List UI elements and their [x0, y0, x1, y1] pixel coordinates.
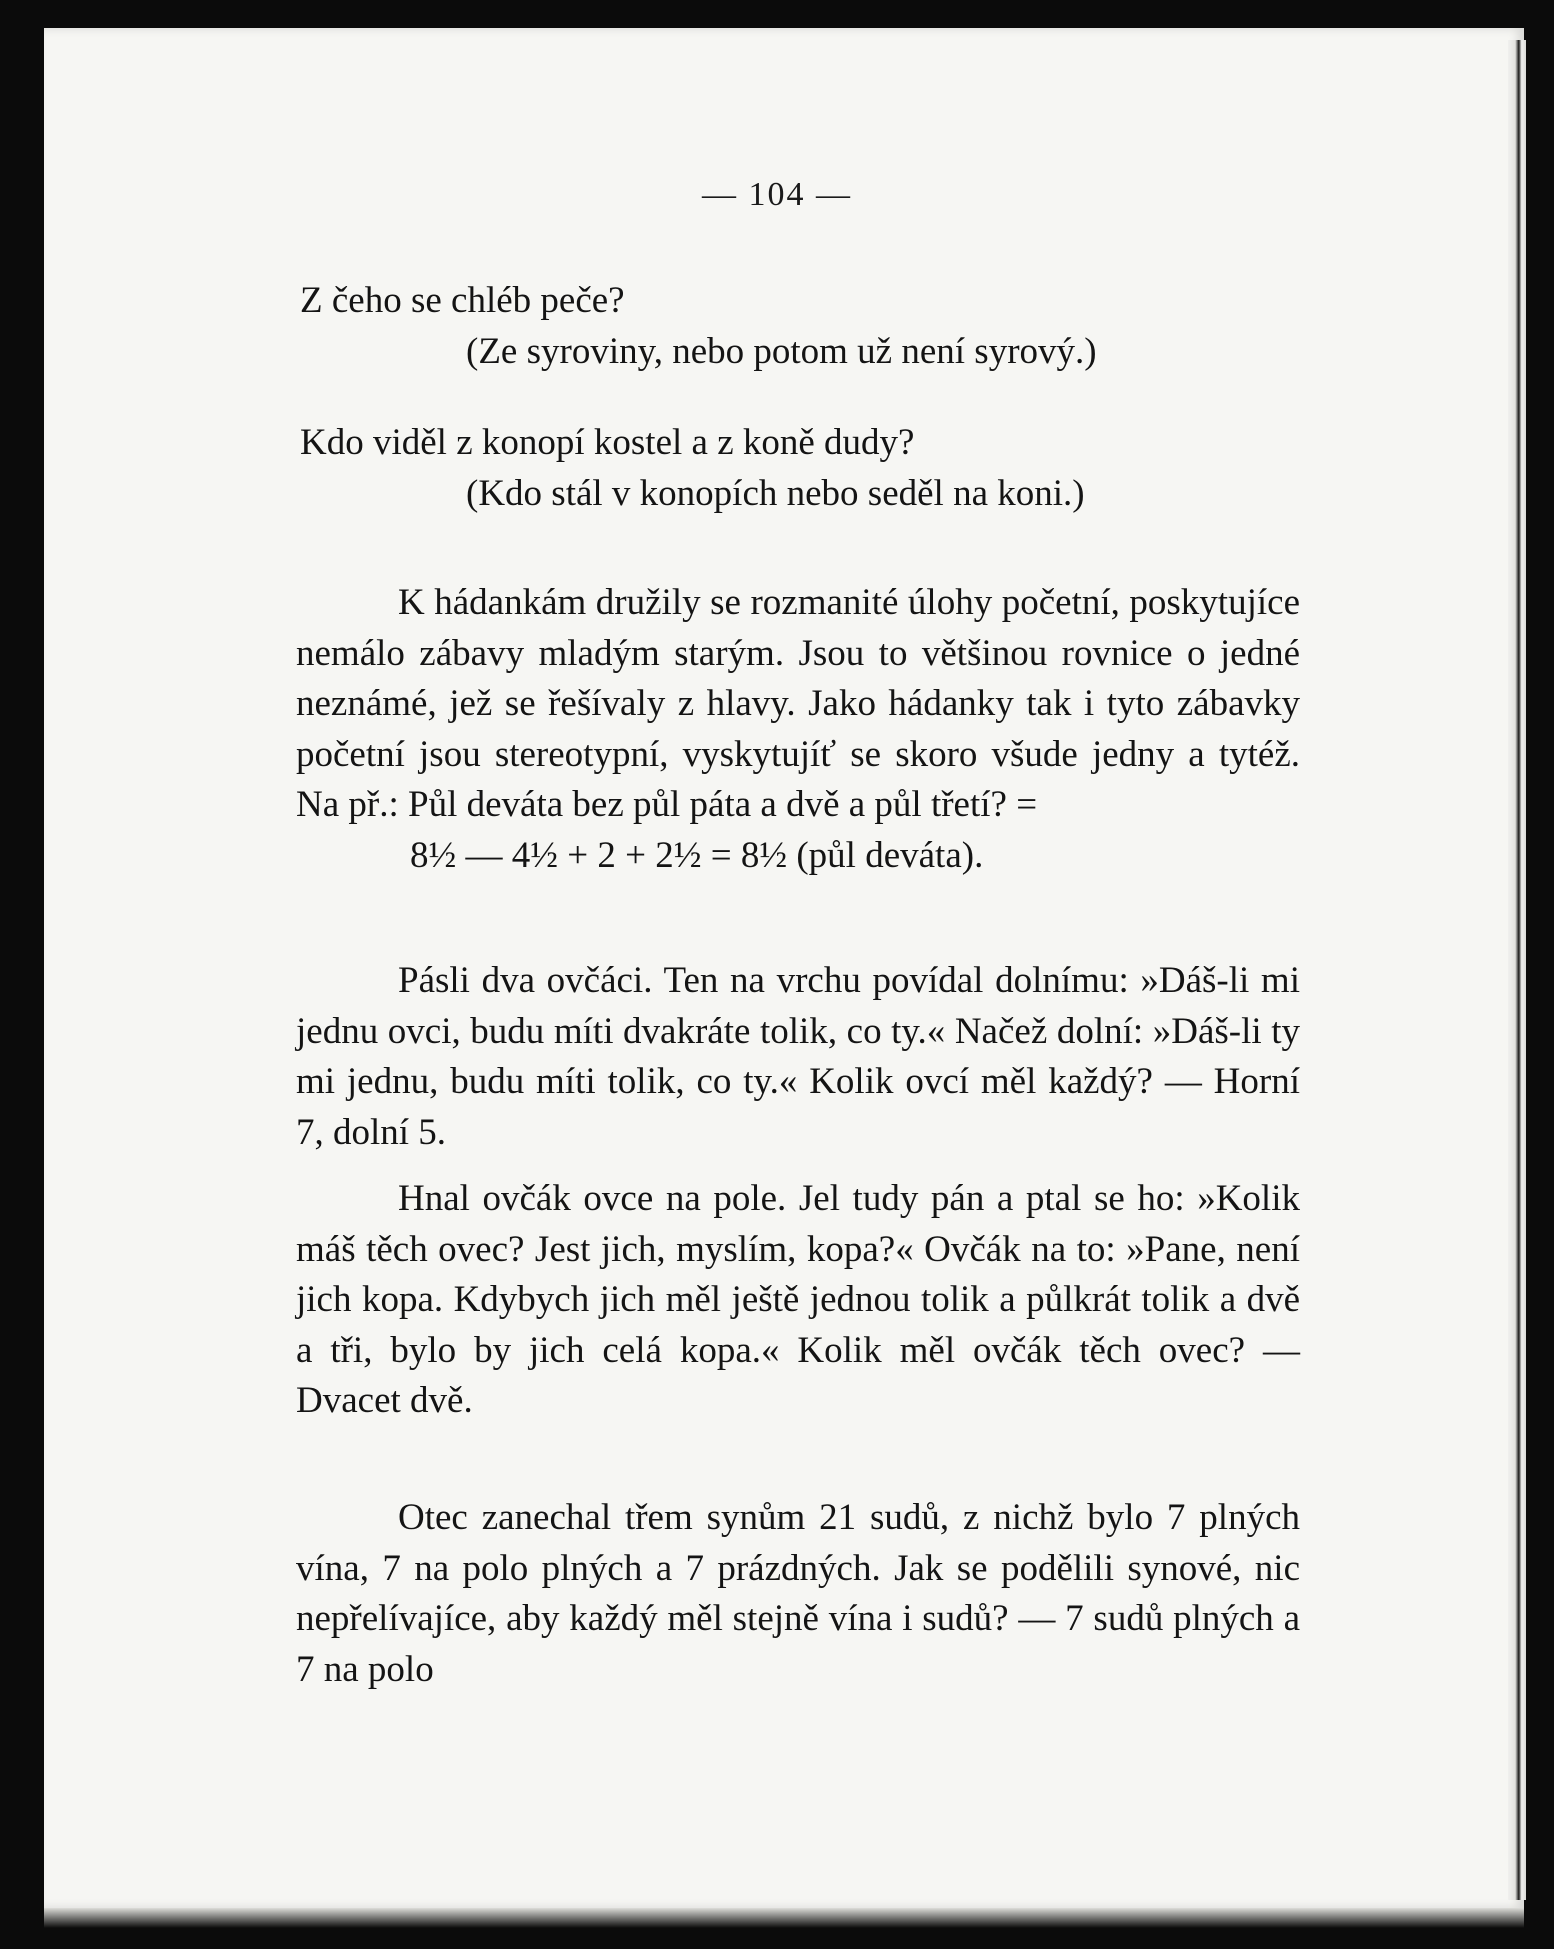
riddle-1 — [300, 276, 1300, 377]
equation: 8½ — 4½ + 2 + 2½ = 8½ (půl deváta). — [410, 834, 984, 876]
paragraph-text: Hnal ovčák ovce na pole. Jel tudy pán a ptal se ho: »Kolik máš těch ovec? Jest jich, myslím, kopa?« Ovčák na to: »Pane, není jich kopa. Kdybych jich měl ještě jednou tolik a půlkrát tolik a dvě a tři, bylo by jich celá kopa.« Kolik měl ovčák těch ovec? — Dvacet dvě. — [296, 1178, 1300, 1421]
paragraph-text: K hádankám družily se rozmanité úlohy početní, poskytujíce nemálo zábavy mladým starým. Jsou to většinou rovnice o jedné neznámé, jež se řešívaly z hlavy. Jako hádanky tak i tyto zábavky početní jsou stereotypní, vyskytujíť se skoro všude jedny a tytéž. Na př.: Půl deváta bez půl páta a dvě a půl třetí? = — [296, 582, 1300, 825]
riddle-answer: (Ze syroviny, nebo potom už není syrový.) — [466, 330, 1097, 372]
paragraph-text: Otec zanechal třem synům 21 sudů, z nichž bylo 7 plných vína, 7 na polo plných a 7 prázdných. Jak se podělili synové, nic nepřelívajíce, aby každý měl stejně vína i sudů? — 7 sudů plných a 7 na polo — [296, 1497, 1300, 1690]
riddle-answer: (Kdo stál v konopích nebo seděl na koni.) — [466, 472, 1085, 514]
riddle-question: Kdo viděl z konopí kostel a z koně dudy? — [300, 422, 915, 463]
paragraph-shepherds — [296, 956, 1300, 1158]
paragraph-text: Pásli dva ovčáci. Ten na vrchu povídal dolnímu: »Dáš-li mi jednu ovci, budu míti dvakráte tolik, co ty.« Načež dolní: »Dáš-li ty mi jednu, budu míti tolik, co ty.« Kolik ovcí měl každý? — Horní 7, dolní 5. — [296, 960, 1300, 1153]
page-bottom-edge — [44, 1908, 1524, 1928]
page-number: — 104 — — [702, 176, 852, 213]
riddle-2 — [300, 418, 1300, 519]
paragraph-barrels — [296, 1493, 1300, 1695]
paragraph-sheep-count — [296, 1174, 1300, 1427]
page-binding-edge — [1508, 40, 1526, 1900]
paragraph-arithmetic-puzzles — [296, 578, 1300, 881]
riddle-question: Z čeho se chléb peče? — [300, 280, 625, 321]
